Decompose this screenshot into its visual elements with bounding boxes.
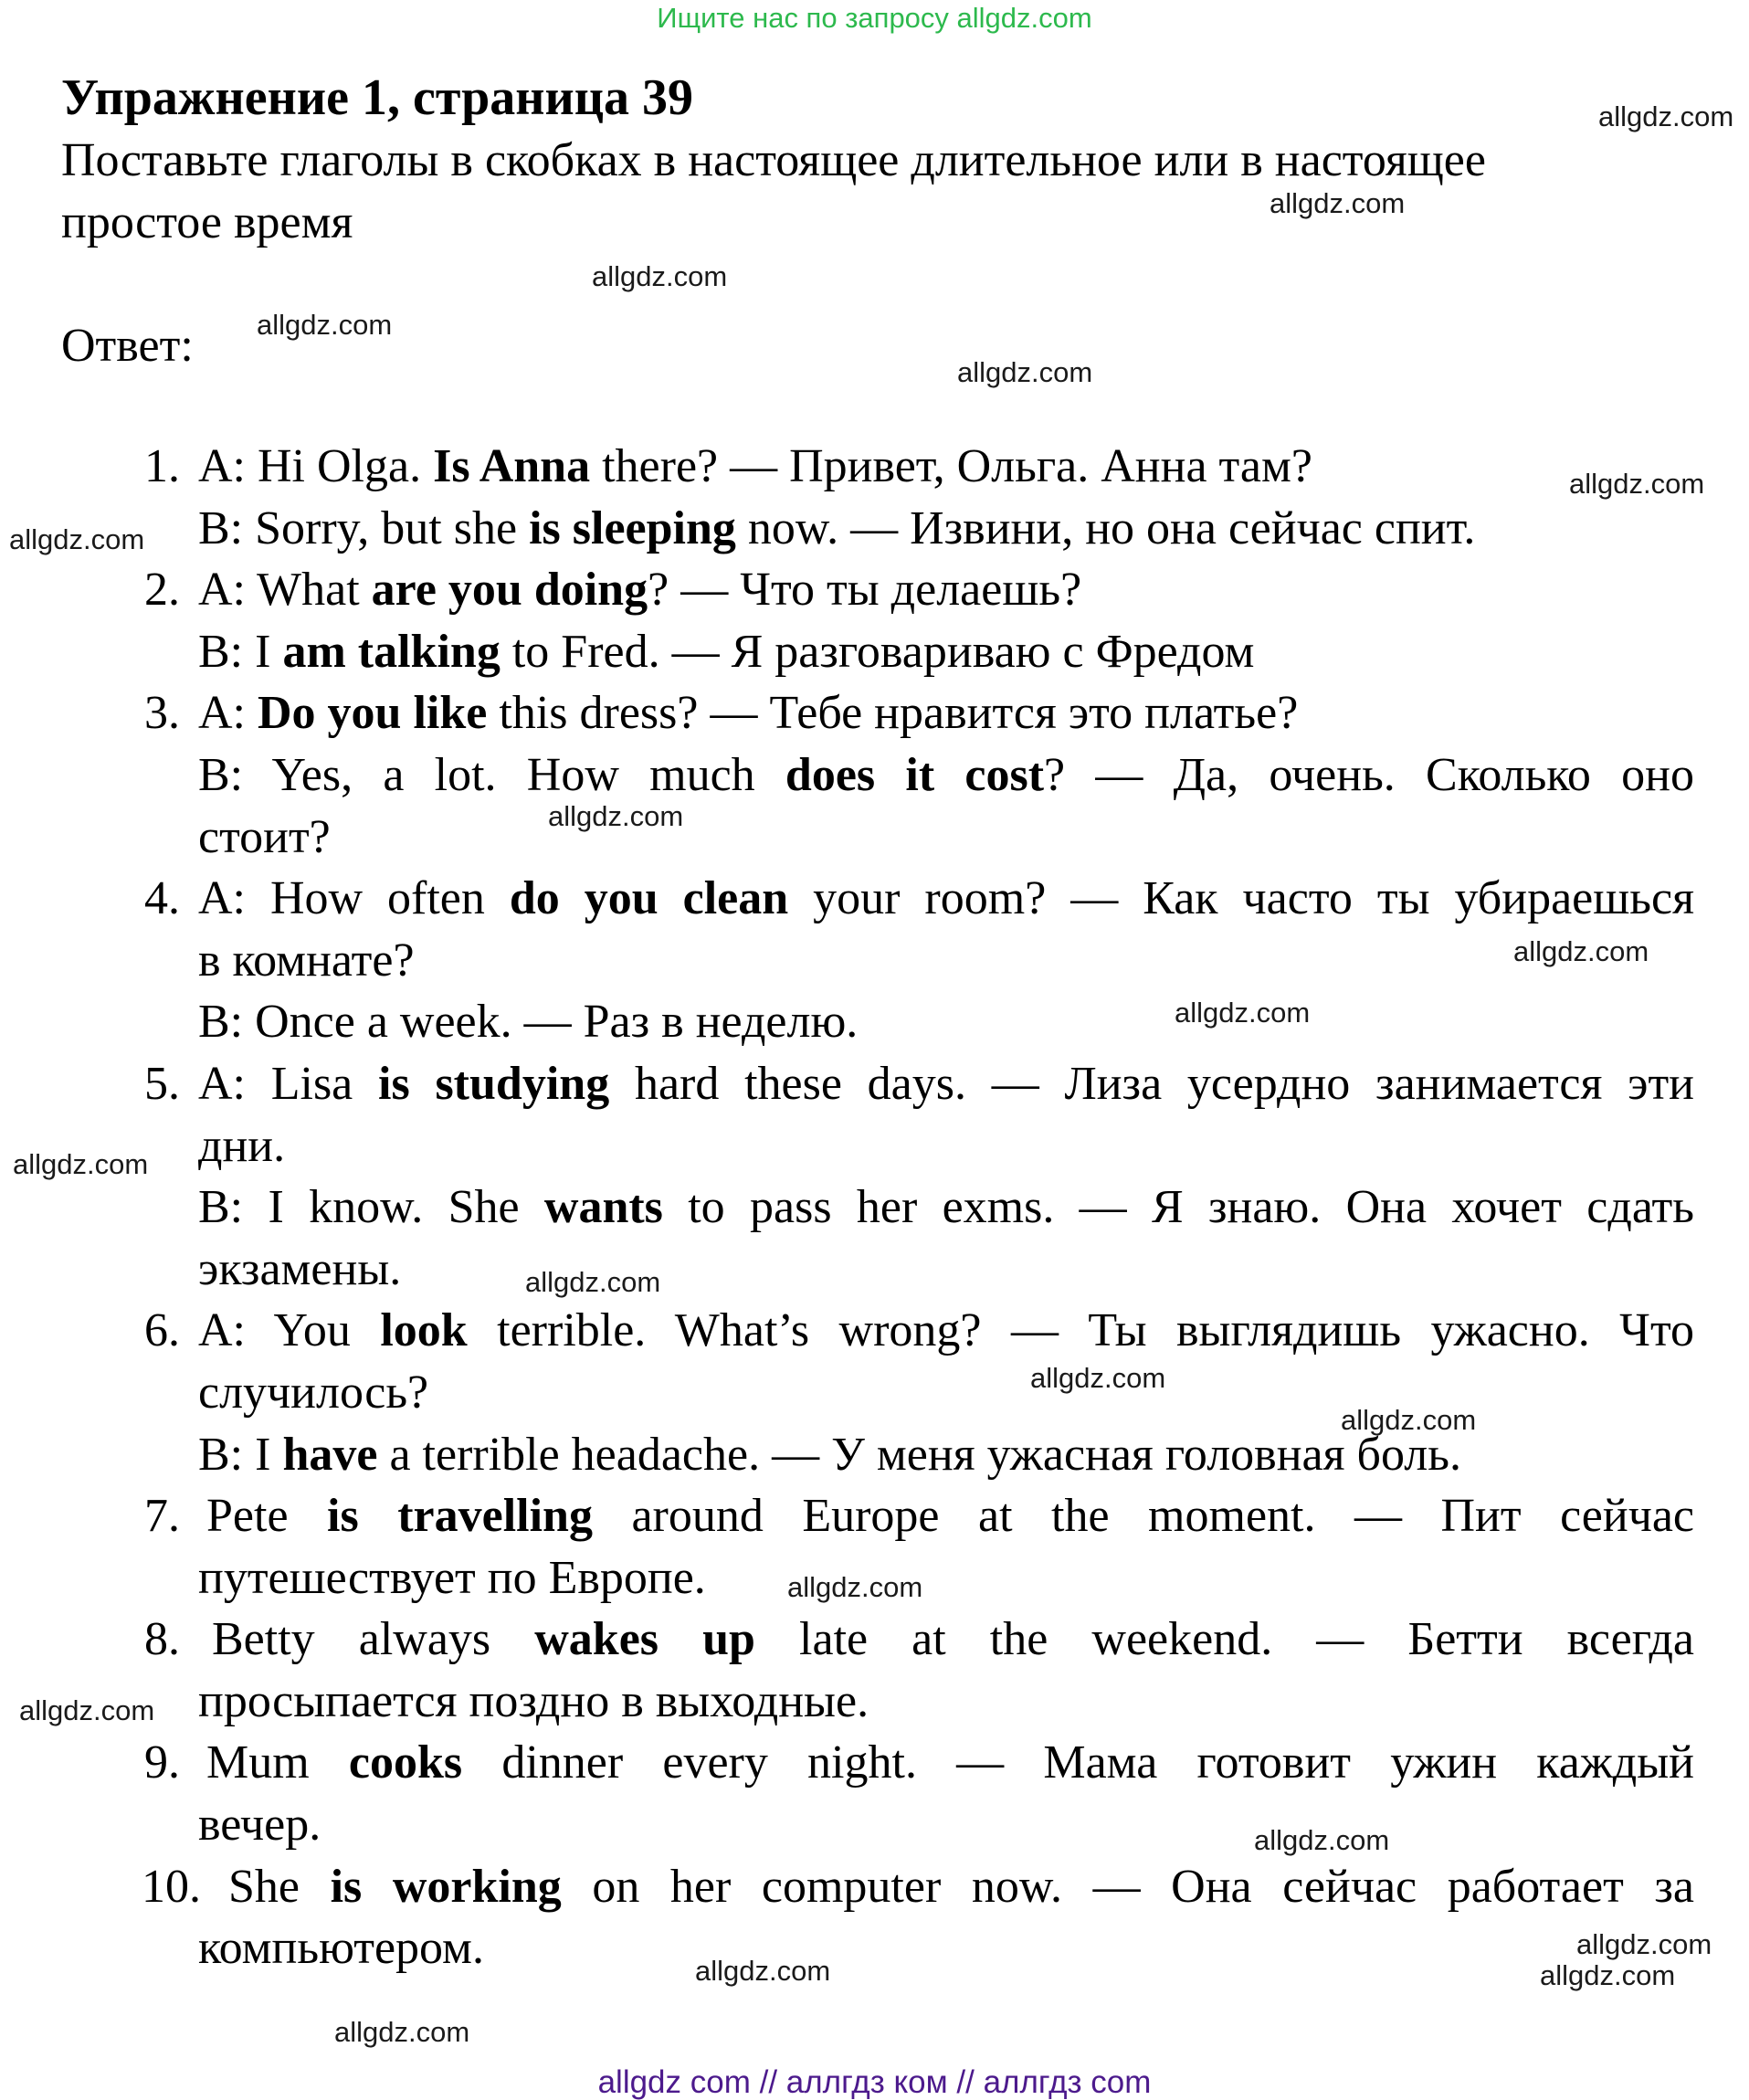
- answer-verb-bold: am talking: [282, 625, 500, 678]
- answer-verb-bold: wakes up: [534, 1613, 755, 1666]
- watermark-text: allgdz.com: [548, 800, 684, 832]
- answer-text: to pass her exms. — Я знаю. Она хочет сдать: [662, 1181, 1695, 1234]
- answer-text: в комнате?: [198, 934, 415, 987]
- answer-line: [0, 1794, 1749, 1856]
- watermark-text: allgdz.com: [1030, 1362, 1166, 1394]
- watermark-text: allgdz.com: [13, 1148, 149, 1180]
- answer-line: [0, 1115, 1749, 1177]
- watermark-text: allgdz.com: [1341, 1404, 1477, 1436]
- footer-links[interactable]: allgdz com // аллгдз ком // аллгдз com: [597, 2064, 1152, 2100]
- answer-item: [0, 1300, 1749, 1485]
- answer-line: [0, 1917, 1749, 1979]
- answer-line: [0, 1239, 1749, 1301]
- answer-line: [0, 1732, 1749, 1794]
- answer-verb-bold: Is Anna: [433, 440, 591, 492]
- answer-text: there? — Привет, Ольга. Анна там?: [590, 440, 1312, 492]
- answer-line: [0, 1485, 1749, 1547]
- answer-line: [0, 1609, 1749, 1671]
- watermark-text: allgdz.com: [592, 260, 728, 292]
- watermark-text: allgdz.com: [525, 1266, 661, 1298]
- watermark-text: allgdz.com: [1254, 1824, 1390, 1856]
- answer-verb-bold: Do you like: [258, 687, 488, 740]
- answer-text: late at the weekend. — Бетти всегда: [754, 1613, 1694, 1666]
- watermark-text: allgdz.com: [9, 523, 145, 555]
- answer-list: [0, 436, 1749, 1979]
- answer-line: [0, 682, 1749, 744]
- answer-verb-bold: wants: [543, 1181, 663, 1234]
- answer-verb-bold: is sleeping: [529, 501, 736, 554]
- watermark-text: allgdz.com: [957, 356, 1093, 388]
- answer-text: A: Lisa: [198, 1057, 379, 1110]
- answer-number: 10.: [142, 1860, 201, 1913]
- answer-line: [0, 436, 1749, 498]
- answer-number: 2.: [144, 564, 180, 617]
- answer-number: 3.: [144, 687, 180, 740]
- watermark-text: allgdz.com: [1270, 187, 1406, 219]
- answer-line: [0, 498, 1749, 560]
- watermark-text: allgdz.com: [1576, 1928, 1712, 1960]
- watermark-text: allgdz.com: [1540, 1959, 1676, 1991]
- answer-verb-bold: are you doing: [371, 564, 648, 617]
- answer-number: 7.: [144, 1490, 180, 1543]
- answer-text: Betty always: [212, 1613, 535, 1666]
- answer-verb-bold: is working: [330, 1860, 562, 1913]
- answer-line: [0, 1671, 1749, 1733]
- answer-number: 4.: [144, 872, 180, 925]
- answer-line: [0, 991, 1749, 1053]
- answer-number: 1.: [144, 440, 180, 492]
- answer-verb-bold: is travelling: [327, 1490, 593, 1543]
- answer-text: B: I: [198, 1428, 283, 1481]
- answer-text: Pete: [206, 1490, 328, 1543]
- answer-text: around Europe at the moment. — Пит сейчас: [592, 1490, 1695, 1543]
- exercise-title: Упражнение 1, страница 39: [61, 69, 694, 126]
- watermark-text: allgdz.com: [334, 2016, 470, 2048]
- answer-text: on her computer now. — Она сейчас работает за: [561, 1860, 1694, 1913]
- answer-line: [0, 868, 1749, 930]
- answer-text: B: Sorry, but she: [198, 501, 530, 554]
- answer-text: ? — Да, очень. Сколько оно: [1044, 748, 1694, 801]
- answer-verb-bold: look: [380, 1304, 468, 1357]
- answer-item: [0, 1053, 1749, 1300]
- answer-number: 5.: [144, 1057, 180, 1110]
- answer-item: [0, 1856, 1749, 1979]
- answer-line: [0, 744, 1749, 807]
- answer-text: terrible. What’s wrong? — Ты выглядишь ужасно. Что: [467, 1304, 1695, 1357]
- answer-line: [0, 1424, 1749, 1486]
- answer-text: A: How often: [198, 872, 510, 925]
- answer-line: [0, 1177, 1749, 1239]
- watermark-text: allgdz.com: [1175, 997, 1311, 1029]
- answer-verb-bold: does it cost: [785, 748, 1045, 801]
- watermark-text: allgdz.com: [1513, 935, 1649, 967]
- answer-text: A: Hi Olga.: [198, 440, 434, 492]
- answer-text: вечер.: [198, 1799, 321, 1852]
- task-line-2: простое время: [61, 196, 353, 248]
- answer-text: дни.: [198, 1119, 286, 1172]
- answer-verb-bold: do you clean: [509, 872, 789, 925]
- answer-text: A:: [198, 687, 258, 740]
- answer-text: B: Yes, a lot. How much: [198, 748, 785, 801]
- answer-text: She: [228, 1860, 331, 1913]
- answer-text: Mum: [206, 1736, 349, 1789]
- answer-item: [0, 436, 1749, 559]
- watermark-text: allgdz.com: [19, 1694, 155, 1726]
- answer-item: [0, 682, 1749, 868]
- answer-text: to Fred. — Я разговариваю с Фредом: [500, 625, 1255, 678]
- answer-item: [0, 1732, 1749, 1855]
- answer-text: now. — Извини, но она сейчас спит.: [735, 501, 1476, 554]
- answer-text: this dress? — Тебе нравится это платье?: [487, 687, 1299, 740]
- answer-number: 6.: [144, 1304, 180, 1357]
- answer-text: a terrible headache. — У меня ужасная головная боль.: [377, 1428, 1461, 1481]
- answer-item: [0, 1609, 1749, 1732]
- answer-item: [0, 868, 1749, 1053]
- watermark-text: allgdz.com: [1598, 100, 1734, 132]
- answer-item: [0, 559, 1749, 682]
- answer-line: [0, 1362, 1749, 1424]
- watermark-text: allgdz.com: [695, 1955, 831, 1987]
- answer-verb-bold: have: [282, 1428, 378, 1481]
- answer-line: [0, 1300, 1749, 1362]
- answer-text: компьютером.: [198, 1922, 484, 1975]
- answer-text: A: What: [198, 564, 372, 617]
- header-search-link[interactable]: Ищите нас по запросу allgdz.com: [657, 2, 1092, 34]
- answer-line: [0, 1856, 1749, 1918]
- answer-text: экзамены.: [198, 1242, 402, 1295]
- answer-text: просыпается поздно в выходные.: [198, 1674, 869, 1727]
- answer-text: A: You: [198, 1304, 381, 1357]
- answer-verb-bold: cooks: [348, 1736, 463, 1789]
- task-line-1: Поставьте глаголы в скобках в настоящее длительное или в настоящее: [61, 134, 1486, 186]
- answer-text: случилось?: [198, 1366, 429, 1419]
- answer-line: [0, 1053, 1749, 1115]
- answer-text: путешествует по Европе.: [198, 1551, 706, 1604]
- answer-line: [0, 621, 1749, 683]
- answer-text: B: I: [198, 625, 283, 678]
- answer-text: B: I know. She: [198, 1181, 544, 1234]
- answer-text: your room? — Как часто ты убираешься: [788, 872, 1694, 925]
- answer-text: стоит?: [198, 810, 331, 863]
- watermark-text: allgdz.com: [257, 309, 393, 341]
- answer-number: 9.: [144, 1736, 180, 1789]
- answer-text: B: Once a week. — Раз в неделю.: [198, 996, 859, 1049]
- answer-text: dinner every night. — Мама готовит ужин каждый: [462, 1736, 1694, 1789]
- answer-label: Ответ:: [61, 320, 194, 372]
- watermark-text: allgdz.com: [1569, 468, 1705, 500]
- answer-line: [0, 559, 1749, 621]
- answer-text: hard these days. — Лиза усердно занимается эти: [609, 1057, 1694, 1110]
- answer-line: [0, 807, 1749, 869]
- answer-text: ? — Что ты делаешь?: [648, 564, 1082, 617]
- watermark-text: allgdz.com: [787, 1571, 923, 1603]
- task-instruction: [61, 130, 1705, 254]
- answer-line: [0, 930, 1749, 992]
- answer-number: 8.: [144, 1613, 180, 1666]
- answer-verb-bold: is studying: [378, 1057, 610, 1110]
